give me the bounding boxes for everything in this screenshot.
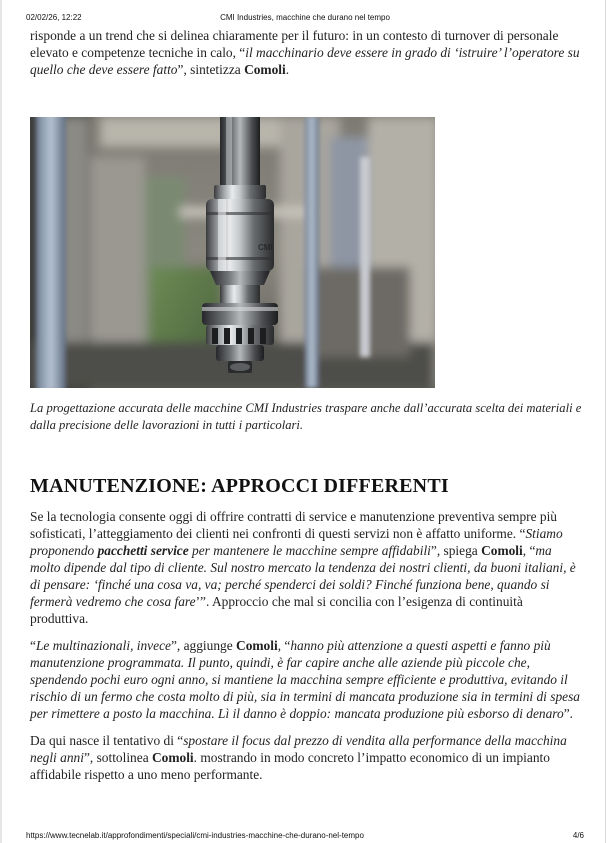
- page-number: 4/6: [572, 831, 584, 840]
- paragraph-text: Da qui nasce il tentativo di “: [30, 733, 184, 748]
- person-name: Comoli: [244, 62, 286, 77]
- print-title: CMI Industries, macchine che durano nel tempo: [220, 13, 390, 22]
- print-date: 02/02/26, 12:22: [26, 13, 82, 22]
- print-url: https://www.tecnelab.it/approfondimenti/speciali/cmi-industries-macchine-che-durano-nel-tempo: [26, 831, 364, 840]
- paragraph-text: , “: [277, 638, 291, 653]
- quote-emphasis: pacchetti service: [97, 543, 189, 558]
- paragraph-text: “: [30, 638, 36, 653]
- intro-text: ”, sintetizza: [177, 62, 245, 77]
- person-name: Comoli: [152, 750, 194, 765]
- quote: hanno più attenzione a questi aspetti e fanno più manutenzione programmata. Il punto, quindi, è far capire anche alle aziende più piccole che, spendendo pochi euro ogni anno, si mantiene la macchina sempre efficiente e produttiva, evitando il rischio di un fermo che costa molto di più, sia in termini di mancata produzione sia in termini di spesa per rimettere a posto la macchina. Lì il danno è doppio: mancata produzione più esborso di denaro: [30, 638, 580, 721]
- engraving-label: CMI: [258, 243, 273, 252]
- maintenance-section: [30, 474, 582, 783]
- paragraph-text: ”, sottolinea: [83, 750, 152, 765]
- paragraph-text: ’”. Approccio che mal si concilia con l’esigenza di continuità produttiva.: [30, 594, 523, 626]
- paragraph-text: ”.: [563, 706, 574, 721]
- paragraph-text: ”, spiega: [430, 543, 482, 558]
- paragraph-text: ”, aggiunge: [170, 638, 237, 653]
- quote: Stiamo proponendo: [30, 526, 563, 558]
- intro-text: .: [285, 62, 290, 77]
- article-content: [30, 27, 582, 78]
- print-footer: [26, 831, 584, 843]
- person-name: Comoli: [481, 543, 523, 558]
- intro-text: risponde a un trend che si delinea chiaramente per il futuro: in un contesto di turnover di personale elevato e competenze tecniche in calo, “: [30, 28, 559, 60]
- paragraph-text: . mostrando in modo concreto l’impatto economico di un impianto affidabile rispetto a uno meno performante.: [30, 750, 550, 782]
- section-heading: MANUTENZIONE: APPROCCI DIFFERENTI: [30, 475, 449, 497]
- paragraph: [30, 637, 582, 722]
- intro-paragraph: [30, 27, 582, 78]
- quote: ma molto dipende dal tipo di cliente. Sul nostro mercato la tendenza dei nostri clienti, da buoni italiani, è di pensare: ‘finché una cosa va, va; perché spenderci dei soldi? Finché funziona bene, quando si fermerà vedremo che cosa fare: [30, 543, 576, 609]
- person-name: Comoli: [236, 638, 278, 653]
- machine-photo: [30, 117, 435, 388]
- intro-quote: il macchinario deve essere in grado di ‘istruire’ l’operatore su quello che deve essere fatto: [30, 45, 580, 77]
- paragraph-text: , “: [522, 543, 536, 558]
- print-header: [26, 13, 584, 25]
- paragraph-text: Se la tecnologia consente oggi di offrire contratti di service e manutenzione preventiva sempre più sofisticati, l’atteggiamento dei clienti nei confronti di questi servizi non è affatto uniforme. “: [30, 509, 558, 541]
- quote: per mantenere le macchine sempre affidabili: [188, 543, 431, 558]
- photo-caption: La progettazione accurata delle macchine CMI Industries traspare anche dall’accurata scelta dei materiali e dalla precisione delle lavorazioni in tutti i particolari.: [30, 401, 582, 432]
- paragraph: [30, 508, 582, 627]
- quote: Le multinazionali, invece: [35, 638, 171, 653]
- page-edge-left: [0, 0, 2, 843]
- quote: spostare il focus dal prezzo di vendita alla performance della macchina negli anni: [30, 733, 567, 765]
- paragraph: [30, 732, 582, 783]
